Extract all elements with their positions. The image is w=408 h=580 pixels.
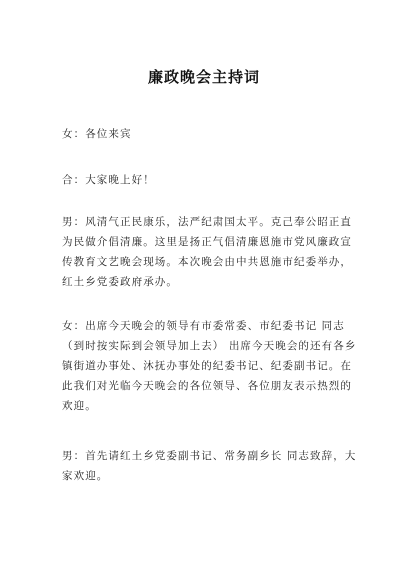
paragraph-male-intro [62, 212, 358, 292]
paragraph-female-greeting [62, 124, 358, 144]
text-line: 女：各位来宾 [62, 128, 132, 140]
text-line: 此我们对光临今天晚会的各位领导、各位朋友表示热烈的 [62, 380, 352, 392]
text-line: 欢迎。 [62, 400, 97, 412]
document-title: 廉政晚会主持词 [147, 68, 260, 86]
text-line: 男：风清气正民康乐，法严纪肃国太平。克己奉公昭正直 [62, 216, 352, 228]
text-line: 家欢迎。 [62, 470, 109, 482]
text-line: 合：大家晚上好！ [62, 174, 155, 186]
text-line: 男：首先请红土乡党委副书记、常务副乡长 同志致辞，大 [62, 450, 357, 462]
paragraph-female-welcome [62, 316, 358, 416]
paragraph-together-greeting [62, 170, 358, 190]
paragraph-male-speech-invite [62, 446, 358, 486]
text-line: 女：出席今天晚会的领导有市委常委、市纪委书记 同志 [62, 320, 345, 332]
text-line: （到时按实际到会领导加上去） 出席今天晚会的还有各乡 [62, 340, 357, 352]
text-line: 镇街道办事处、沐抚办事处的纪委书记、纪委副书记。在 [62, 360, 352, 372]
text-line: 为民做介倡清廉。这里是扬正气倡清廉恩施市党风廉政宣 [62, 236, 352, 248]
text-line: 传教育文艺晚会现场。本次晚会由中共恩施市纪委举办， [62, 256, 352, 268]
text-line: 红土乡党委政府承办。 [62, 276, 178, 288]
